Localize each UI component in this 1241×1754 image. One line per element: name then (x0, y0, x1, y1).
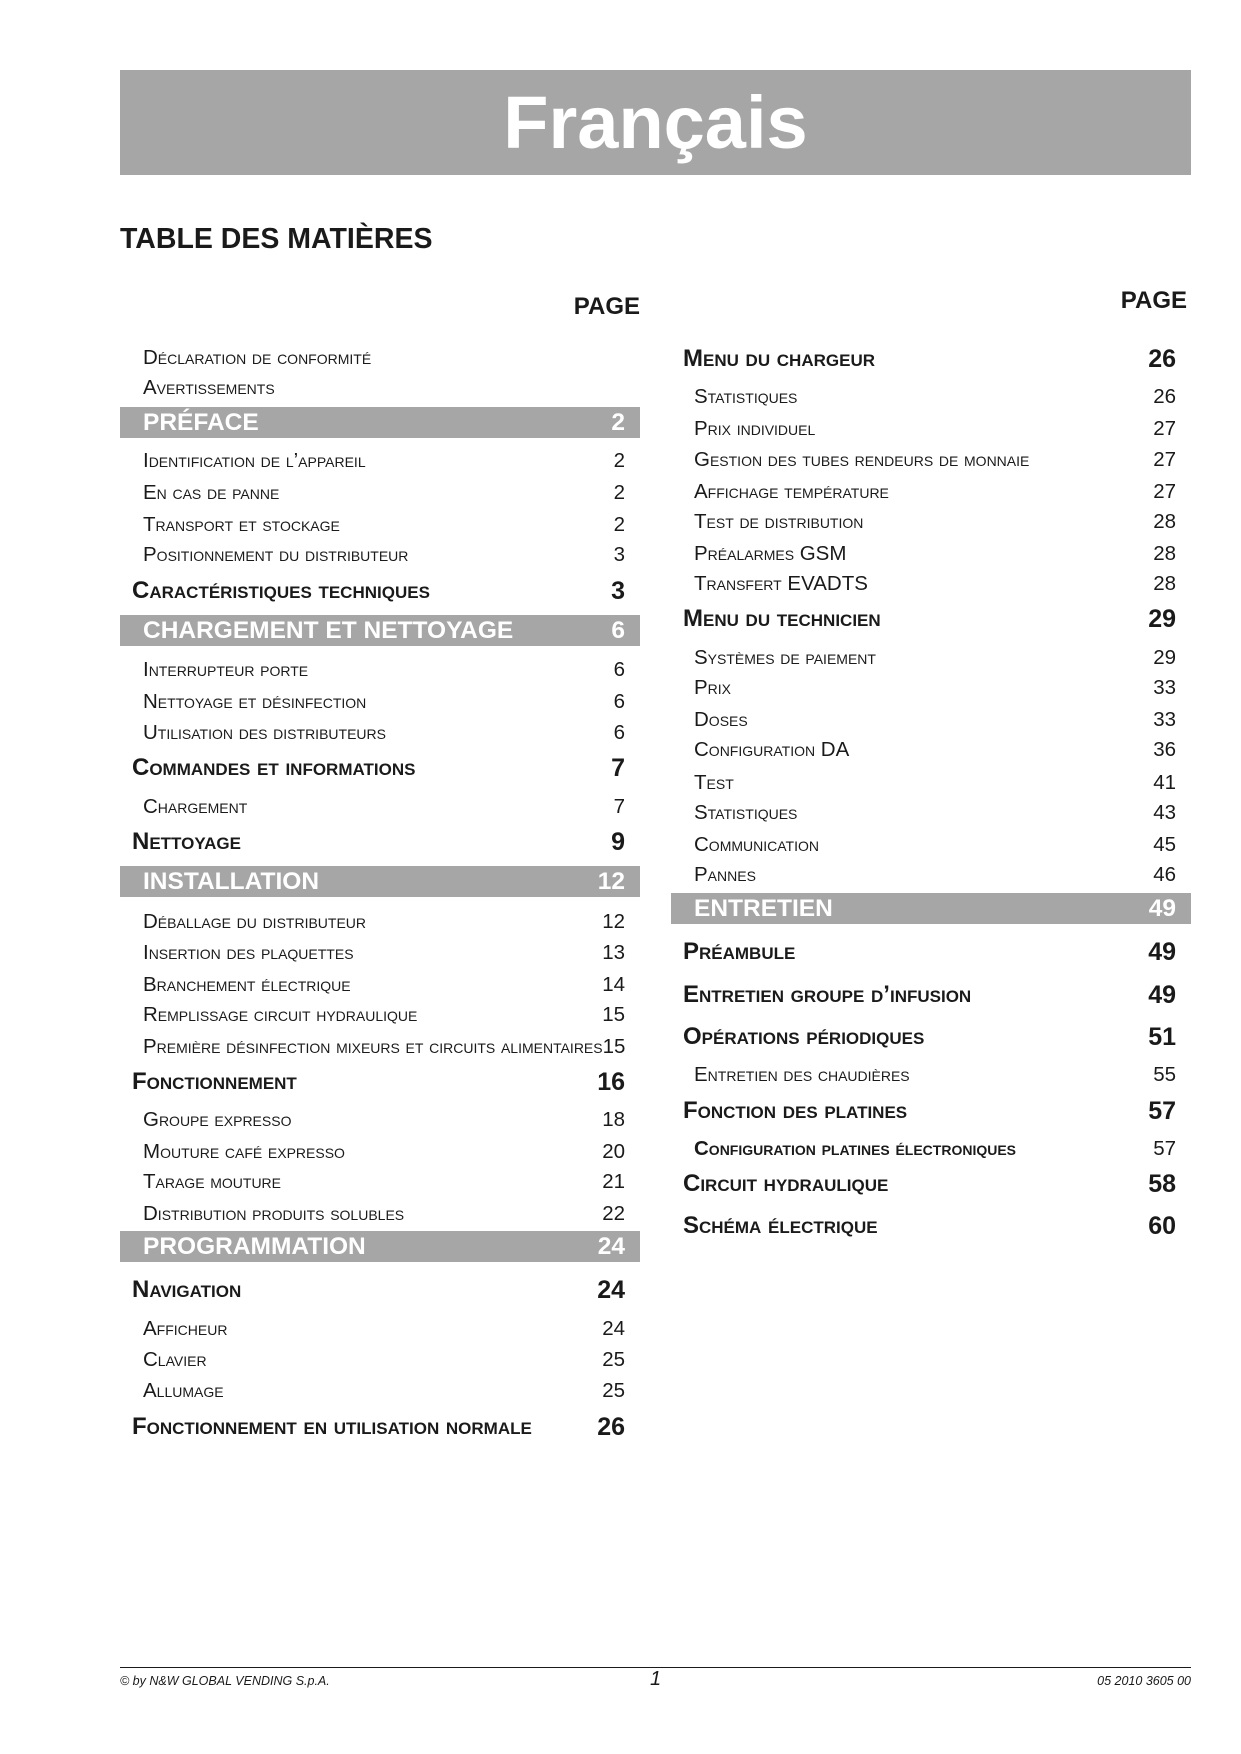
toc-entry-label: Mouture café expresso (143, 1140, 345, 1163)
toc-page-number: 41 (1153, 771, 1176, 794)
toc-entry (120, 509, 640, 541)
toc-entry (120, 969, 640, 1001)
toc-page-number: 26 (597, 1412, 625, 1441)
toc-entry (671, 1133, 1191, 1165)
toc-entry-label: Prix individuel (694, 417, 816, 440)
toc-page-number: 12 (602, 910, 625, 933)
toc-page-number: 26 (1148, 344, 1176, 373)
toc-entry (120, 342, 640, 374)
toc-page-number: 25 (602, 1348, 625, 1371)
toc-page-number: 2 (613, 513, 625, 536)
toc-page-number: 49 (1148, 894, 1176, 922)
toc-entry (120, 654, 640, 686)
toc-page-number: 15 (602, 1003, 625, 1026)
toc-entry-label: Interrupteur porte (143, 658, 309, 681)
toc-entry-label: Entretien des chaudières (694, 1063, 910, 1086)
toc-chapter (120, 1411, 640, 1443)
toc-entry-label: Nettoyage et désinfection (143, 690, 367, 713)
toc-entry-label: Déclaration de conformité (143, 346, 372, 369)
toc-page-number: 33 (1153, 708, 1176, 731)
toc-page-number: 24 (597, 1232, 625, 1260)
toc-entry (120, 539, 640, 571)
toc-entry (120, 1344, 640, 1376)
toc-chapter-label: Fonction des platines (683, 1097, 908, 1124)
toc-entry-label: Test de distribution (694, 510, 864, 533)
toc-section-bar (120, 407, 640, 438)
toc-entry-label: Doses (694, 708, 748, 731)
toc-chapter-label: Fonctionnement (132, 1068, 297, 1095)
toc-page-number: 45 (1153, 833, 1176, 856)
toc-entry-label: Remplissage circuit hydraulique (143, 1003, 418, 1026)
toc-entry (671, 568, 1191, 600)
toc-page-number: 3 (613, 543, 625, 566)
toc-page-number: 2 (613, 449, 625, 472)
toc-section-bar (120, 866, 640, 897)
toc-chapter-label: Nettoyage (132, 828, 241, 855)
toc-right-column (671, 0, 1191, 1500)
toc-entry-label: Configuration platines électroniques (694, 1137, 1017, 1160)
toc-chapter (120, 1066, 640, 1098)
toc-section-label: PRÉFACE (143, 408, 259, 436)
toc-entry-label: Chargement (143, 795, 248, 818)
toc-chapter (671, 1168, 1191, 1200)
toc-page-number: 6 (611, 616, 625, 644)
toc-entry (120, 1375, 640, 1407)
toc-entry (120, 1166, 640, 1198)
toc-entry (120, 999, 640, 1031)
toc-page-number: 2 (611, 408, 625, 436)
toc-section-label: PROGRAMMATION (143, 1232, 366, 1260)
toc-chapter-label: Préambule (683, 938, 796, 965)
toc-page-number: 15 (602, 1035, 626, 1058)
toc-page-number: 21 (602, 1170, 625, 1193)
toc-entry-label: Première désinfection mixeurs et circuits alimentaires (143, 1035, 603, 1058)
toc-page-number: 24 (597, 1275, 625, 1304)
toc-page-number: 28 (1153, 542, 1176, 565)
toc-entry-label: Tarage mouture (143, 1170, 282, 1193)
toc-entry (120, 717, 640, 749)
toc-entry (671, 734, 1191, 766)
toc-entry-label: Prix (694, 676, 732, 699)
toc-page-number: 36 (1153, 738, 1176, 761)
toc-entry-label: Allumage (143, 1379, 224, 1402)
toc-entry (671, 859, 1191, 891)
toc-entry (671, 413, 1191, 445)
toc-page-number: 22 (602, 1202, 625, 1225)
toc-page-number: 27 (1153, 448, 1176, 471)
toc-page-number: 27 (1153, 480, 1176, 503)
toc-page-number: 49 (1148, 937, 1176, 966)
toc-entry-label: Branchement électrique (143, 973, 351, 996)
toc-page-number: 51 (1148, 1022, 1176, 1051)
toc-entry (671, 1059, 1191, 1091)
toc-entry-label: Transport et stockage (143, 513, 340, 536)
page-column-label-left: PAGE (573, 293, 640, 320)
toc-entry-label: Gestion des tubes rendeurs de monnaie (694, 448, 1030, 471)
toc-page-number: 28 (1153, 510, 1176, 533)
toc-page-number: 49 (1148, 980, 1176, 1009)
toc-chapter-label: Opérations périodiques (683, 1023, 925, 1050)
toc-entry (671, 797, 1191, 829)
toc-title: TABLE DES MATIÈRES (120, 223, 433, 255)
toc-entry (671, 476, 1191, 508)
toc-chapter (671, 343, 1191, 375)
toc-entry (120, 937, 640, 969)
toc-page-number: 3 (611, 576, 625, 605)
toc-chapter-label: Caractéristiques techniques (132, 577, 430, 604)
toc-page-number: 20 (602, 1140, 625, 1163)
toc-entry (671, 506, 1191, 538)
footer-page-number: 1 (649, 1668, 662, 1690)
toc-chapter-label: Menu du chargeur (683, 345, 875, 372)
toc-entry-label: Statistiques (694, 801, 798, 824)
toc-entry-label: Distribution produits solubles (143, 1202, 405, 1225)
toc-entry-label: Afficheur (143, 1317, 228, 1340)
toc-page-number: 29 (1148, 604, 1176, 633)
toc-entry (120, 1198, 640, 1230)
toc-entry (120, 1031, 640, 1063)
toc-page-number: 6 (613, 721, 625, 744)
toc-entry (671, 642, 1191, 674)
toc-page-number: 6 (613, 690, 625, 713)
toc-entry (120, 477, 640, 509)
toc-entry-label: Avertissements (143, 376, 275, 399)
toc-page-number: 57 (1153, 1137, 1176, 1160)
toc-page-number: 33 (1153, 676, 1176, 699)
toc-entry (671, 704, 1191, 736)
toc-entry (671, 672, 1191, 704)
toc-page-number: 14 (602, 973, 625, 996)
toc-entry-label: Configuration DA (694, 738, 850, 761)
toc-section-label: ENTRETIEN (694, 894, 833, 922)
toc-entry (120, 372, 640, 404)
toc-chapter (120, 826, 640, 858)
toc-entry-label: Test (694, 771, 734, 794)
footer-document-code: 05 2010 3605 00 (1097, 1674, 1191, 1688)
toc-page-number: 16 (597, 1067, 625, 1096)
toc-page-number: 26 (1153, 385, 1176, 408)
toc-entry (671, 381, 1191, 413)
toc-entry (671, 538, 1191, 570)
toc-entry (120, 906, 640, 938)
toc-page-number: 60 (1148, 1211, 1176, 1240)
toc-chapter (671, 979, 1191, 1011)
toc-entry-label: Communication (694, 833, 819, 856)
toc-page-number: 12 (597, 867, 625, 895)
toc-entry (120, 1136, 640, 1168)
toc-entry-label: En cas de panne (143, 481, 280, 504)
toc-page-number: 43 (1153, 801, 1176, 824)
toc-page-number: 29 (1153, 646, 1176, 669)
toc-chapter-label: Fonctionnement en utilisation normale (132, 1413, 532, 1440)
toc-entry-label: Préalarmes GSM (694, 542, 847, 565)
toc-chapter-label: Entretien groupe d’infusion (683, 981, 972, 1008)
toc-page-number: 57 (1148, 1096, 1176, 1125)
toc-entry (671, 829, 1191, 861)
toc-section-bar (120, 615, 640, 646)
toc-entry (671, 444, 1191, 476)
toc-page-number: 9 (611, 827, 625, 856)
toc-left-column (120, 0, 640, 1500)
toc-chapter (120, 752, 640, 784)
toc-page-number: 58 (1148, 1169, 1176, 1198)
toc-chapter (671, 936, 1191, 968)
toc-chapter-label: Navigation (132, 1276, 242, 1303)
footer-copyright: © by N&W GLOBAL VENDING S.p.A. (120, 1674, 330, 1688)
toc-entry-label: Affichage température (694, 480, 889, 503)
toc-entry-label: Systèmes de paiement (694, 646, 876, 669)
toc-entry-label: Insertion des plaquettes (143, 941, 354, 964)
toc-section-bar (120, 1231, 640, 1262)
toc-chapter (120, 575, 640, 607)
language-title: Français (503, 80, 808, 164)
toc-entry (671, 767, 1191, 799)
page-column-label-right: PAGE (1120, 287, 1187, 314)
toc-entry-label: Positionnement du distributeur (143, 543, 409, 566)
toc-entry-label: Identification de l’appareil (143, 449, 366, 472)
toc-chapter (671, 1095, 1191, 1127)
toc-page-number: 7 (613, 795, 625, 818)
toc-chapter (671, 1210, 1191, 1242)
toc-page-number: 7 (611, 753, 625, 782)
toc-entry-label: Groupe expresso (143, 1108, 292, 1131)
toc-page-number: 24 (602, 1317, 625, 1340)
toc-chapter-label: Commandes et informations (132, 754, 416, 781)
toc-chapter (120, 1274, 640, 1306)
toc-chapter (671, 1021, 1191, 1053)
toc-chapter-label: Menu du technicien (683, 605, 881, 632)
toc-entry (120, 1313, 640, 1345)
toc-section-label: CHARGEMENT ET NETTOYAGE (143, 616, 514, 644)
toc-page-number: 28 (1153, 572, 1176, 595)
toc-entry (120, 791, 640, 823)
toc-page-number: 27 (1153, 417, 1176, 440)
toc-page-number: 25 (602, 1379, 625, 1402)
toc-page-number: 46 (1153, 863, 1176, 886)
toc-chapter-label: Circuit hydraulique (683, 1170, 889, 1197)
toc-section-bar (671, 893, 1191, 924)
toc-section-label: INSTALLATION (143, 867, 320, 895)
toc-page-number: 6 (613, 658, 625, 681)
toc-page-number: 2 (613, 481, 625, 504)
toc-entry-label: Utilisation des distributeurs (143, 721, 386, 744)
toc-page-number: 55 (1153, 1063, 1176, 1086)
toc-entry-label: Déballage du distributeur (143, 910, 367, 933)
toc-entry-label: Clavier (143, 1348, 207, 1371)
toc-entry (120, 686, 640, 718)
toc-entry-label: Pannes (694, 863, 756, 886)
toc-page-number: 18 (602, 1108, 625, 1131)
toc-entry-label: Statistiques (694, 385, 798, 408)
toc-entry (120, 445, 640, 477)
toc-entry (120, 1104, 640, 1136)
toc-page-number: 13 (602, 941, 625, 964)
toc-chapter-label: Schéma électrique (683, 1212, 878, 1239)
toc-entry-label: Transfert EVADTS (694, 572, 868, 595)
toc-chapter (671, 603, 1191, 635)
